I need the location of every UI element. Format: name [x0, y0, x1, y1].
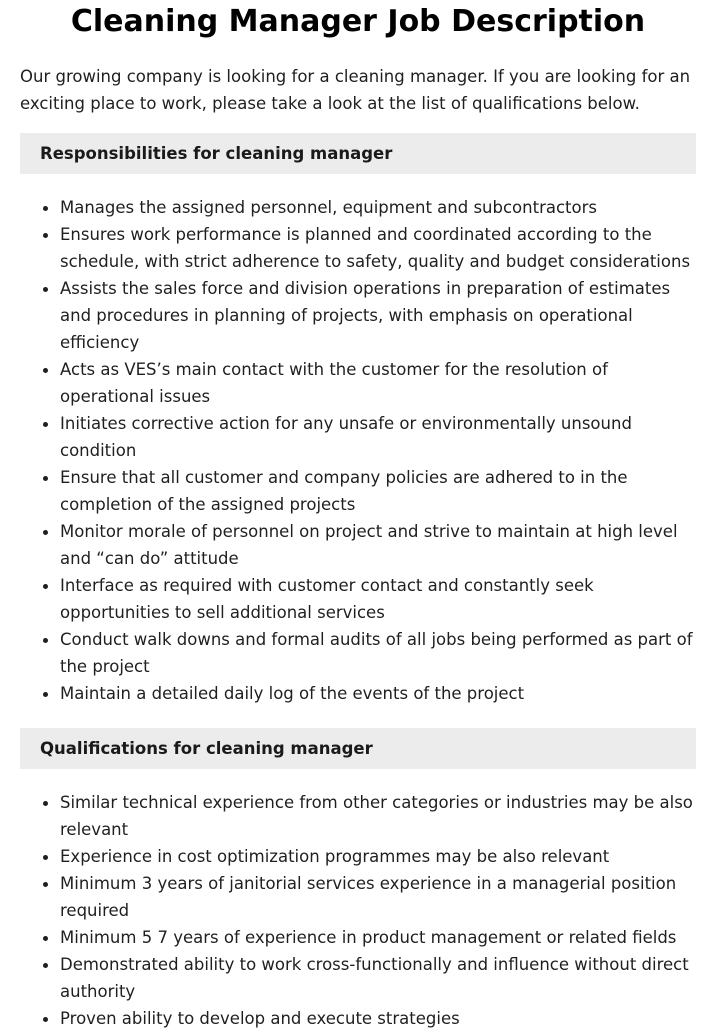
qualification-item: Minimum 3 years of janitorial services experience in a managerial position required — [60, 870, 696, 924]
responsibility-item: Conduct walk downs and formal audits of all jobs being performed as part of the project — [60, 626, 696, 680]
qualification-item: Proven ability to develop and execute strategies — [60, 1005, 696, 1032]
qualification-item: Experience in cost optimization programmes may be also relevant — [60, 843, 696, 870]
qualification-item: Minimum 5 7 years of experience in product management or related fields — [60, 924, 696, 951]
page-title: Cleaning Manager Job Description — [70, 4, 646, 39]
qualifications-heading: Qualifications for cleaning manager — [20, 728, 696, 769]
responsibilities-heading: Responsibilities for cleaning manager — [20, 133, 696, 174]
responsibility-item: Ensures work performance is planned and coordinated according to the schedule, with strict adherence to safety, quality and budget considerations — [60, 221, 696, 275]
responsibility-item: Initiates corrective action for any unsafe or environmentally unsound condition — [60, 410, 696, 464]
responsibility-item: Interface as required with customer contact and constantly seek opportunities to sell additional services — [60, 572, 696, 626]
responsibility-item: Assists the sales force and division operations in preparation of estimates and procedures in planning of projects, with emphasis on operational efficiency — [60, 275, 696, 356]
qualification-item: Demonstrated ability to work cross-functionally and influence without direct authority — [60, 951, 696, 1005]
intro-paragraph: Our growing company is looking for a cleaning manager. If you are looking for an exciting place to work, please take a look at the list of qualifications below. — [20, 67, 691, 113]
responsibility-item: Ensure that all customer and company policies are adhered to in the completion of the assigned projects — [60, 464, 696, 518]
qualification-item: Similar technical experience from other categories or industries may be also relevant — [60, 789, 696, 843]
responsibility-item: Monitor morale of personnel on project and strive to maintain at high level and “can do” attitude — [60, 518, 696, 572]
responsibility-item: Maintain a detailed daily log of the events of the project — [60, 680, 696, 707]
responsibility-item: Acts as VES’s main contact with the customer for the resolution of operational issues — [60, 356, 696, 410]
responsibilities-list — [20, 194, 696, 707]
responsibility-item: Manages the assigned personnel, equipment and subcontractors — [60, 194, 696, 221]
qualifications-list — [20, 789, 696, 1032]
